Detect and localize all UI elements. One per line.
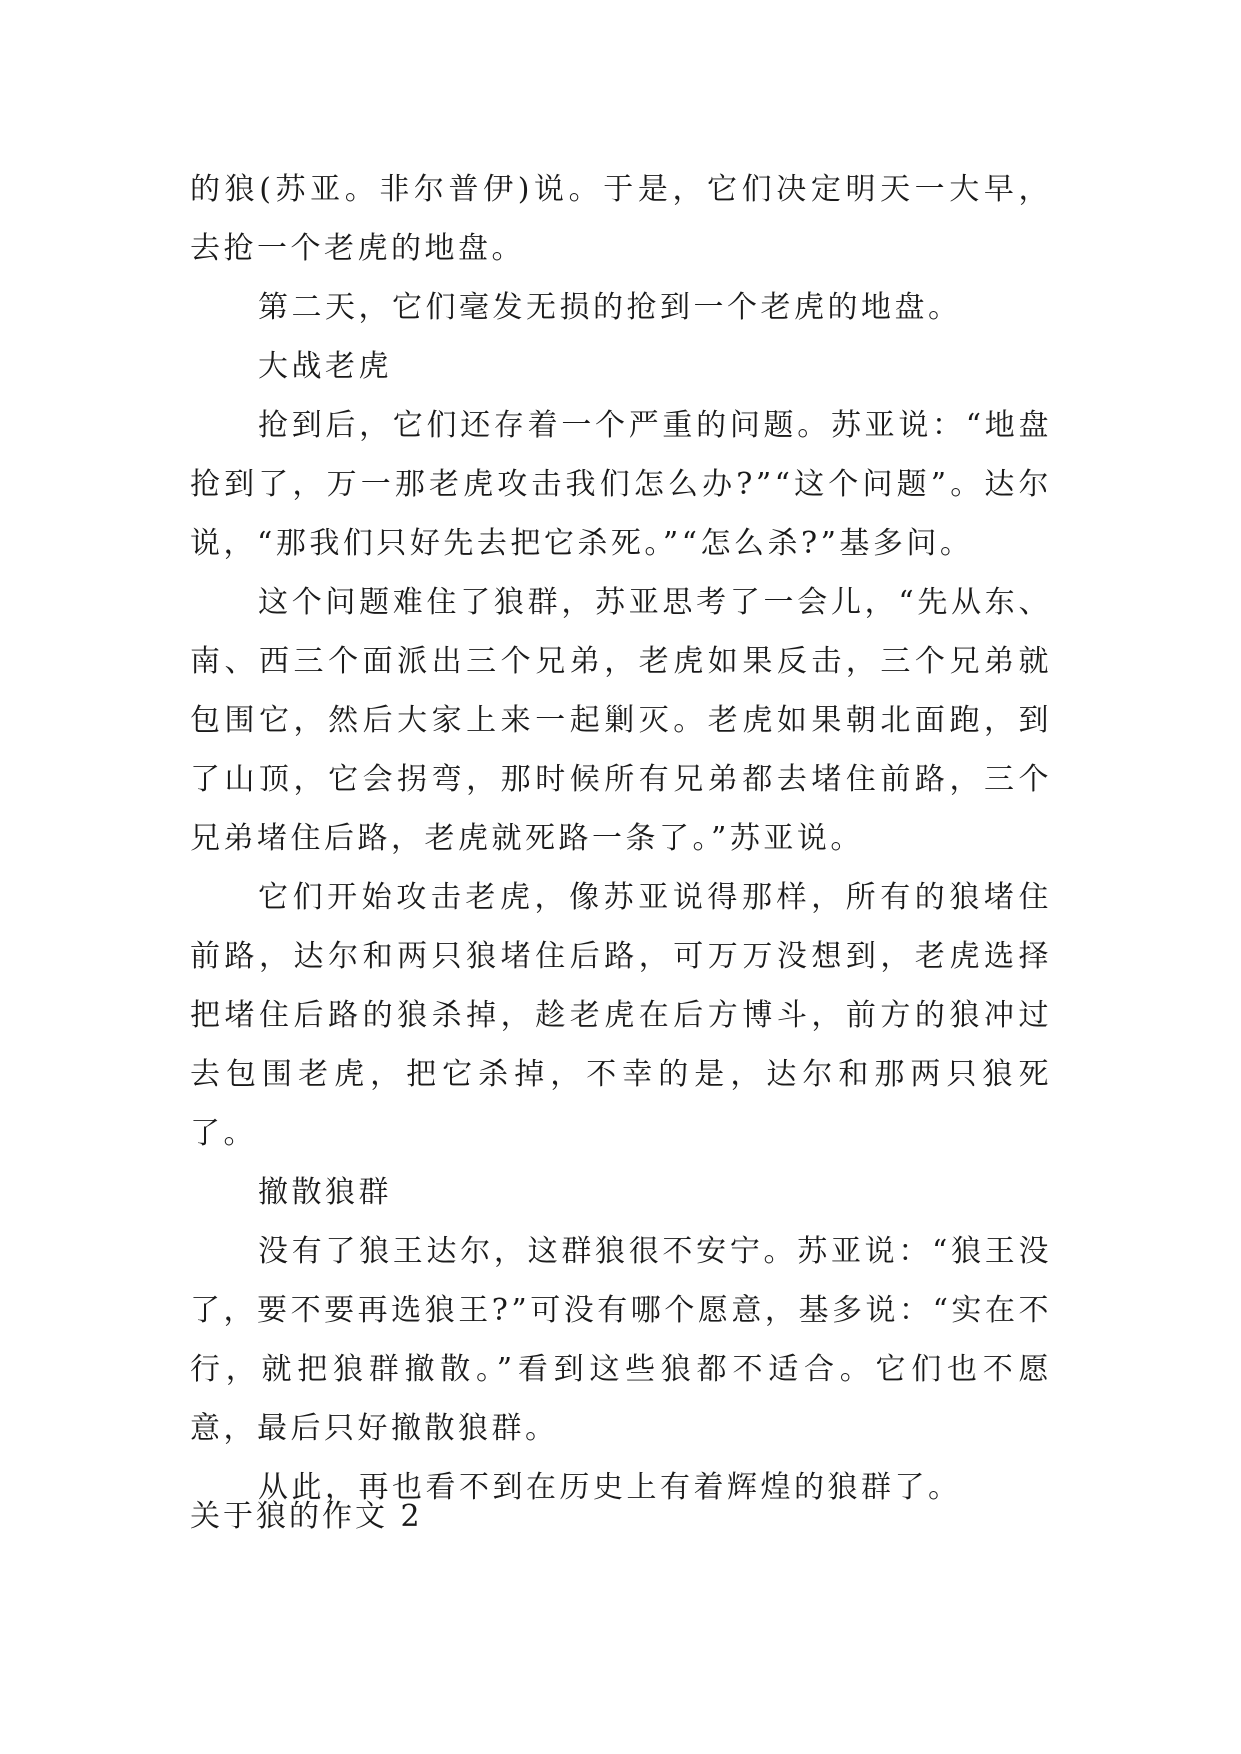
paragraph-2: 第二天，它们毫发无损的抢到一个老虎的地盘。 [258,290,962,325]
paragraph-7: 从此，再也看不到在历史上有着辉煌的狼群了。 [258,1470,962,1505]
paragraph-1: 的狼(苏亚。非尔普伊)说。于是，它们决定明天一大早，去抢一个老虎的地盘。 [190,172,1052,266]
article-body [190,160,1052,1517]
paragraph-3: 抢到后，它们还存着一个严重的问题。苏亚说：“地盘抢到了，万一那老虎攻击我们怎么办?”“这个问题”。达尔说，“那我们只好先去把它杀死。”“怎么杀?”基多问。 [190,408,1052,561]
paragraph-6: 没有了狼王达尔，这群狼很不安宁。苏亚说：“狼王没了，要不要再选狼王?”可没有哪个愿意，基多说：“实在不行，就把狼群撤散。”看到这些狼都不适合。它们也不愿意，最后只好撤散狼群。 [190,1234,1052,1446]
subheading-battle-tiger: 大战老虎 [258,349,392,384]
subheading-disband-pack: 撤散狼群 [258,1175,392,1210]
paragraph-4: 这个问题难住了狼群，苏亚思考了一会儿，“先从东、南、西三个面派出三个兄弟，老虎如果反击，三个兄弟就包围它，然后大家上来一起剿灭。老虎如果朝北面跑，到了山顶，它会拐弯，那时候所有兄弟都去堵住前路，三个兄弟堵住后路，老虎就死路一条了。”苏亚说。 [190,585,1052,856]
section-heading: 关于狼的作文 2 [190,1499,423,1534]
paragraph-5: 它们开始攻击老虎，像苏亚说得那样，所有的狼堵住前路，达尔和两只狼堵住后路，可万万没想到，老虎选择把堵住后路的狼杀掉，趁老虎在后方博斗，前方的狼冲过去包围老虎，把它杀掉，不幸的是，达尔和那两只狼死了。 [190,880,1052,1151]
